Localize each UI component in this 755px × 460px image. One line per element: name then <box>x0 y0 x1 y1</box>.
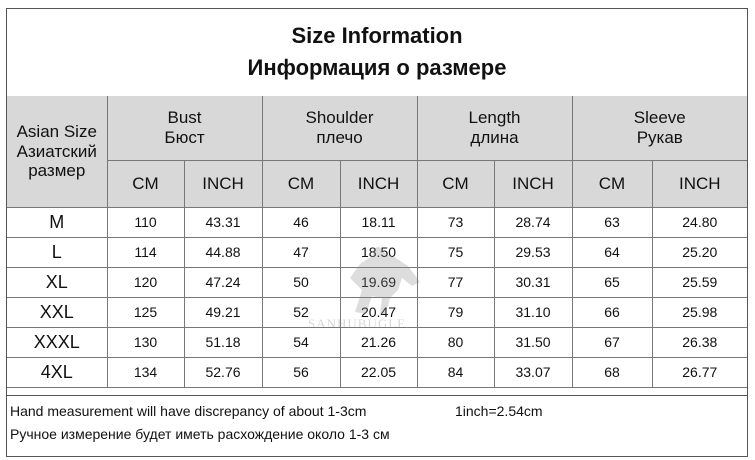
table-cell: 114 <box>107 238 184 268</box>
table-cell: 125 <box>107 298 184 328</box>
table-row <box>7 298 747 328</box>
table-cell: 21.26 <box>340 328 417 358</box>
group-label-en: Bust <box>167 108 202 128</box>
table-cell: 120 <box>107 268 184 298</box>
watermark-text: SANHUBUGLE <box>308 316 407 331</box>
unit-header: INCH <box>340 161 417 208</box>
table-cell: 46 <box>262 208 340 238</box>
table-cell: 73 <box>417 208 494 238</box>
table-cell: 77 <box>417 268 494 298</box>
header-row-groups <box>7 96 747 161</box>
table-cell: 24.80 <box>652 208 747 238</box>
size-header-line: Азиатский <box>16 141 97 161</box>
size-label: XXXL <box>7 328 107 358</box>
unit-header: CM <box>572 161 652 208</box>
table-cell: 29.53 <box>494 238 572 268</box>
table-cell: 26.77 <box>652 358 747 388</box>
table-cell: 19.69 <box>340 268 417 298</box>
group-label-en: Sleeve <box>633 108 686 128</box>
table-cell: 54 <box>262 328 340 358</box>
group-header-length <box>417 96 572 161</box>
size-label: XXL <box>7 298 107 328</box>
table-cell: 28.74 <box>494 208 572 238</box>
table-cell: 26.38 <box>652 328 747 358</box>
table-cell: 49.21 <box>184 298 262 328</box>
table-row <box>7 328 747 358</box>
table-cell: 52 <box>262 298 340 328</box>
size-chart <box>6 8 748 457</box>
table-cell: 134 <box>107 358 184 388</box>
size-header-line: Asian Size <box>16 122 97 142</box>
header-row-units <box>7 161 747 208</box>
unit-header: CM <box>107 161 184 208</box>
table-cell: 20.47 <box>340 298 417 328</box>
measurement-notes <box>7 395 747 457</box>
group-header-bust <box>107 96 262 161</box>
size-header <box>7 96 107 208</box>
size-table <box>7 96 747 388</box>
table-cell: 33.07 <box>494 358 572 388</box>
table-row <box>7 238 747 268</box>
note-inch-conversion: 1inch=2.54cm <box>455 403 543 419</box>
table-cell: 25.59 <box>652 268 747 298</box>
unit-header: INCH <box>652 161 747 208</box>
group-label-ru: Бюст <box>164 128 205 147</box>
title-block <box>7 9 747 97</box>
group-label-en: Shoulder <box>305 108 374 128</box>
table-cell: 43.31 <box>184 208 262 238</box>
table-cell: 66 <box>572 298 652 328</box>
table-cell: 67 <box>572 328 652 358</box>
group-label-ru: плечо <box>316 128 363 147</box>
table-cell: 18.11 <box>340 208 417 238</box>
table-cell: 50 <box>262 268 340 298</box>
table-cell: 47 <box>262 238 340 268</box>
table-cell: 68 <box>572 358 652 388</box>
unit-header: CM <box>262 161 340 208</box>
table-cell: 52.76 <box>184 358 262 388</box>
group-label-ru: длина <box>470 128 519 147</box>
table-cell: 18.50 <box>340 238 417 268</box>
unit-header: INCH <box>494 161 572 208</box>
table-cell: 130 <box>107 328 184 358</box>
table-row <box>7 358 747 388</box>
table-cell: 56 <box>262 358 340 388</box>
title-english: Size Information <box>291 23 463 48</box>
table-cell: 80 <box>417 328 494 358</box>
size-label: 4XL <box>7 358 107 388</box>
group-label-en: Length <box>468 108 521 128</box>
table-cell: 47.24 <box>184 268 262 298</box>
table-cell: 84 <box>417 358 494 388</box>
size-header-line: размер <box>28 161 86 181</box>
table-cell: 25.20 <box>652 238 747 268</box>
table-row <box>7 208 747 238</box>
table-cell: 31.50 <box>494 328 572 358</box>
group-header-sleeve <box>572 96 747 161</box>
table-cell: 79 <box>417 298 494 328</box>
table-row <box>7 268 747 298</box>
group-header-shoulder <box>262 96 417 161</box>
size-label: M <box>7 208 107 238</box>
unit-header: CM <box>417 161 494 208</box>
table-cell: 110 <box>107 208 184 238</box>
table-cell: 30.31 <box>494 268 572 298</box>
group-label-ru: Рукав <box>636 128 683 147</box>
size-label: XL <box>7 268 107 298</box>
table-cell: 31.10 <box>494 298 572 328</box>
table-cell: 64 <box>572 238 652 268</box>
table-cell: 44.88 <box>184 238 262 268</box>
note-english: Hand measurement will have discrepancy of about 1-3cm <box>10 403 367 419</box>
title-russian: Информация о размере <box>247 55 507 80</box>
table-cell: 51.18 <box>184 328 262 358</box>
note-russian: Ручное измерение будет иметь расхождение около 1-3 см <box>10 426 390 442</box>
table-cell: 75 <box>417 238 494 268</box>
table-cell: 63 <box>572 208 652 238</box>
table-cell: 25.98 <box>652 298 747 328</box>
table-cell: 65 <box>572 268 652 298</box>
unit-header: INCH <box>184 161 262 208</box>
table-cell: 22.05 <box>340 358 417 388</box>
size-label: L <box>7 238 107 268</box>
